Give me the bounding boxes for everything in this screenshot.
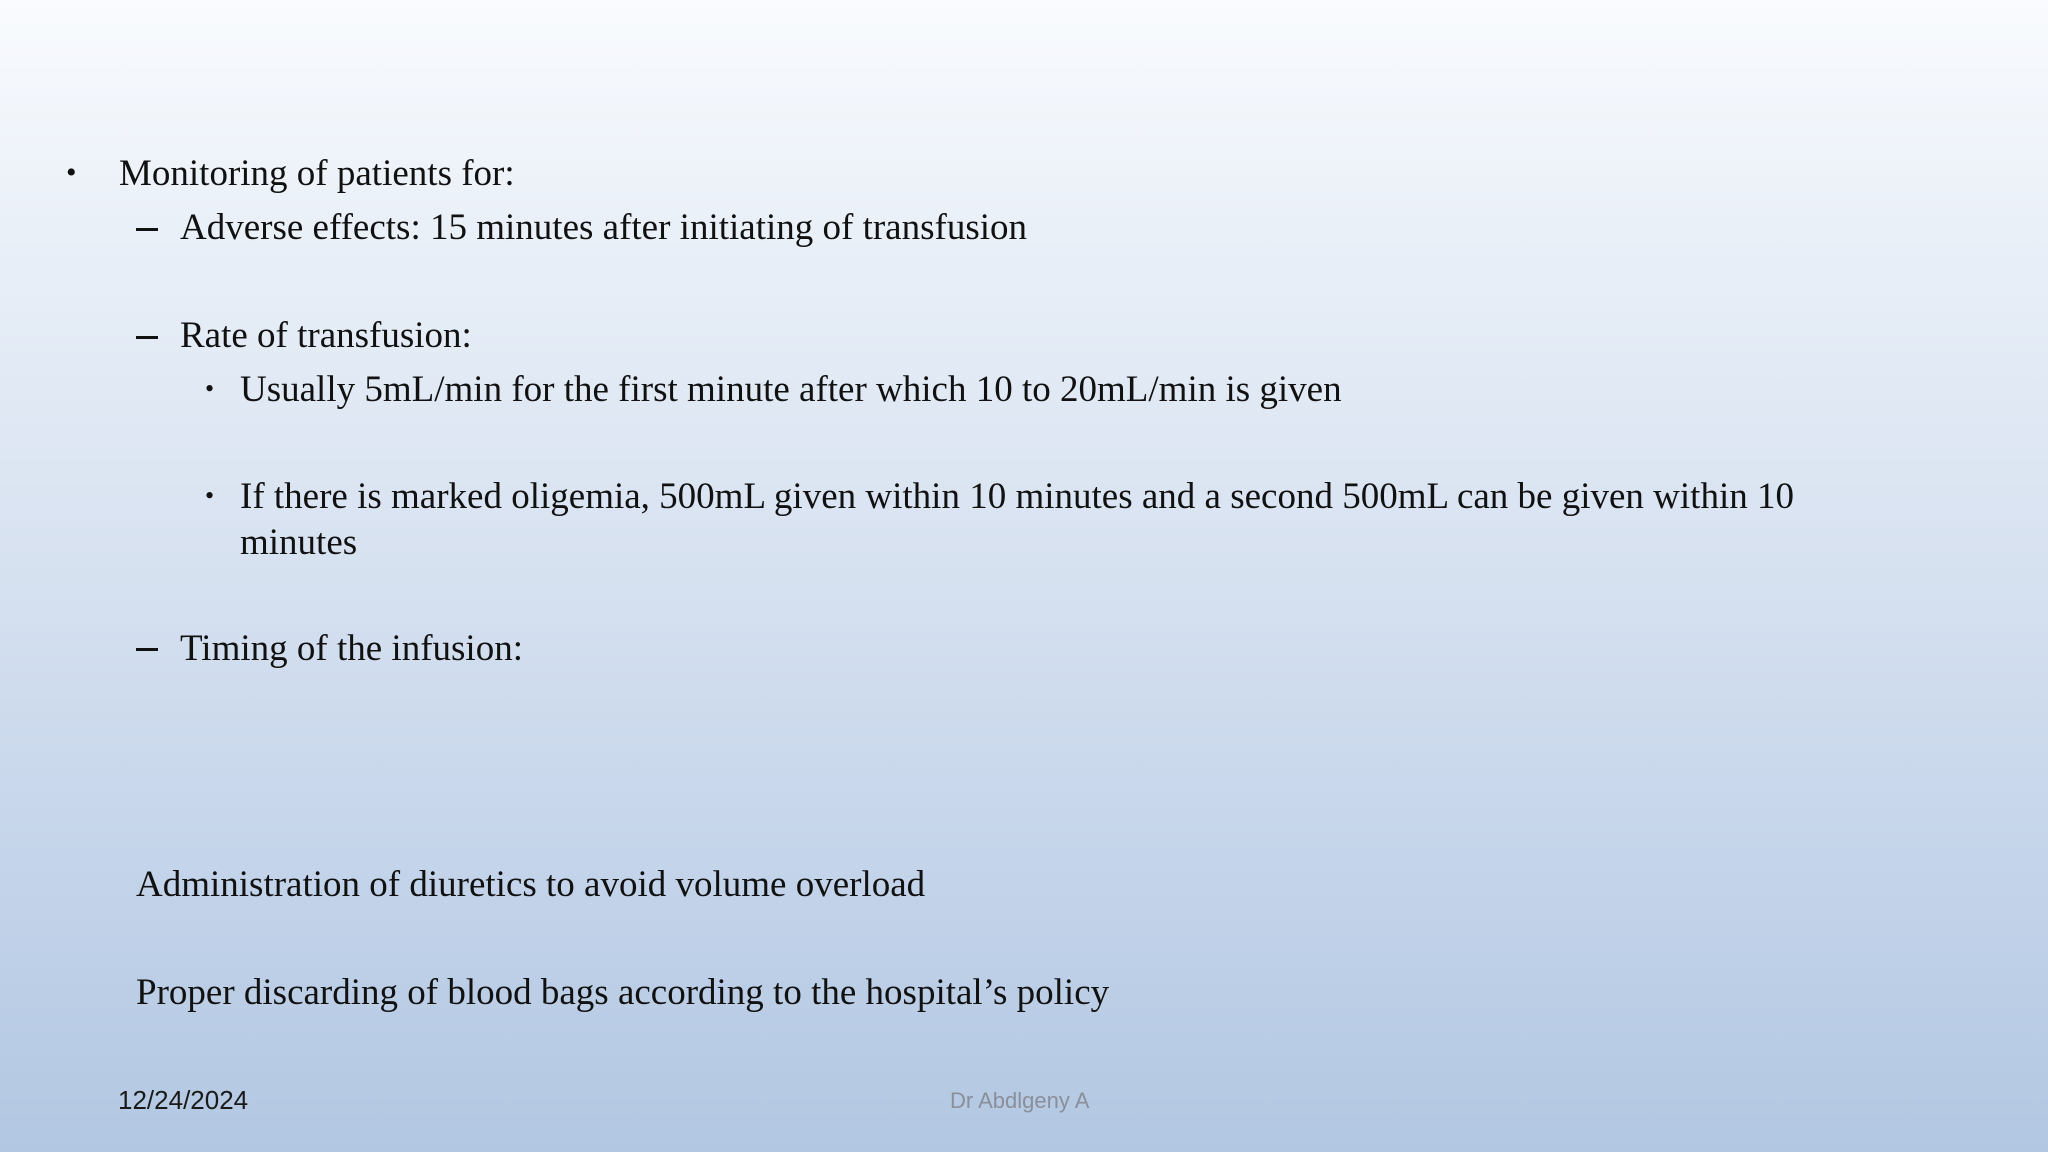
subitem-rate-of-transfusion: Rate of transfusion: — [180, 315, 472, 356]
subitem-adverse-effects: Adverse effects: 15 minutes after initiating of transfusion — [180, 207, 1028, 248]
subsubitem-oligemia-continued: minutes — [240, 522, 358, 563]
dash-icon — [136, 336, 158, 339]
bullet-monitoring: Monitoring of patients for: — [119, 153, 515, 194]
bullet-icon: • — [205, 374, 215, 403]
subitem-timing-of-infusion: Timing of the infusion: — [180, 628, 523, 669]
footer-author: Dr Abdlgeny A — [950, 1088, 1090, 1113]
dash-icon — [136, 228, 158, 231]
subsubitem-oligemia: If there is marked oligemia, 500mL given within 10 minutes and a second 500mL can be given within 10 — [240, 476, 1794, 517]
bullet-icon: • — [205, 481, 215, 510]
dash-icon — [136, 648, 158, 651]
subsubitem-usual-rate: Usually 5mL/min for the first minute after which 10 to 20mL/min is given — [240, 369, 1342, 410]
footer-date: 12/24/2024 — [118, 1085, 249, 1115]
bullet-icon: • — [66, 156, 77, 189]
paragraph-discarding: Proper discarding of blood bags according to the hospital’s policy — [136, 972, 1110, 1013]
paragraph-diuretics: Administration of diuretics to avoid volume overload — [136, 864, 926, 905]
